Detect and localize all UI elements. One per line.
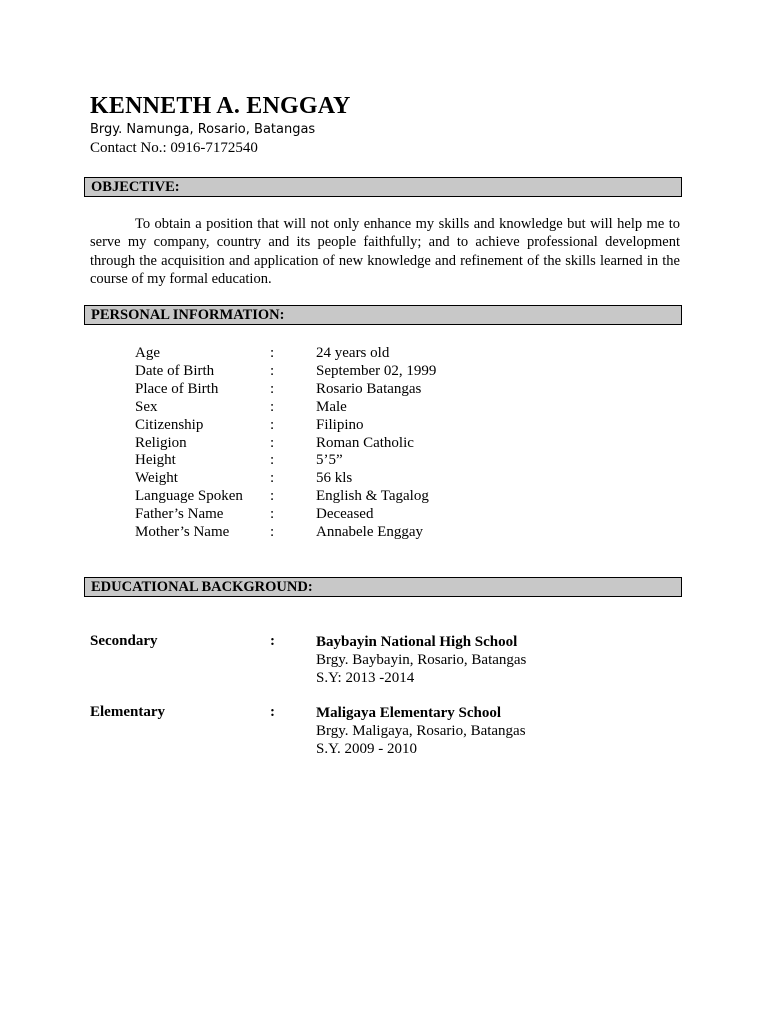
personal-info-label: Height: [135, 452, 176, 469]
personal-info-value: Rosario Batangas: [316, 380, 422, 397]
applicant-name: KENNETH A. ENGGAY: [90, 93, 351, 119]
education-school: Maligaya Elementary School: [316, 705, 501, 721]
contact-number: Contact No.: 0916-7172540: [90, 140, 258, 156]
education-address: Brgy. Maligaya, Rosario, Batangas: [316, 723, 526, 739]
personal-info-label: Father’s Name: [135, 506, 224, 523]
objective-paragraph: To obtain a position that will not only enhance my skills and knowledge but will help me to serve my company, country and its people faithfully; and to achieve professional development through the acquisition and application of new knowledge and refinement of the skills learned in the course of my formal education.: [90, 216, 680, 287]
personal-info-value: Roman Catholic: [316, 434, 414, 451]
education-year: S.Y: 2013 -2014: [316, 670, 415, 686]
separator-colon: :: [270, 470, 275, 487]
personal-info-heading: PERSONAL INFORMATION:: [84, 305, 682, 325]
separator-colon: :: [270, 704, 275, 720]
personal-info-value: 56 kls: [316, 470, 353, 487]
applicant-address: Brgy. Namunga, Rosario, Batangas: [90, 122, 316, 137]
personal-info-label: Date of Birth: [135, 362, 215, 379]
education-heading: EDUCATIONAL BACKGROUND:: [84, 577, 682, 597]
personal-info-label: Place of Birth: [135, 380, 219, 397]
education-details: [316, 633, 526, 687]
education-details: [316, 704, 526, 758]
separator-colon: :: [270, 506, 275, 523]
separator-colon: :: [270, 488, 275, 505]
education-address: Brgy. Baybayin, Rosario, Batangas: [316, 652, 527, 668]
education-school: Baybayin National High School: [316, 634, 518, 650]
personal-info-value: English & Tagalog: [316, 488, 429, 505]
personal-info-label: Religion: [135, 434, 187, 451]
objective-text: [90, 215, 680, 288]
personal-info-value: Filipino: [316, 416, 364, 433]
separator-colon: :: [270, 362, 275, 379]
separator-colon: :: [270, 380, 275, 397]
education-year: S.Y. 2009 - 2010: [316, 741, 417, 757]
objective-heading: OBJECTIVE:: [84, 177, 682, 197]
separator-colon: :: [270, 452, 275, 469]
personal-info-label: Language Spoken: [135, 488, 243, 505]
separator-colon: :: [270, 633, 275, 649]
separator-colon: :: [270, 416, 275, 433]
personal-info-value: Deceased: [316, 506, 374, 523]
personal-info-label: Sex: [135, 398, 158, 415]
separator-colon: :: [270, 434, 275, 451]
personal-info-value: 5’5”: [316, 452, 343, 469]
personal-info-label: Citizenship: [135, 416, 204, 433]
personal-info-label: Age: [135, 345, 160, 361]
personal-info-value: September 02, 1999: [316, 362, 437, 379]
personal-info-value: Annabele Enggay: [316, 524, 424, 540]
education-level: Secondary: [90, 633, 158, 649]
education-level: Elementary: [90, 704, 165, 720]
personal-info-label: Weight: [135, 470, 178, 487]
separator-colon: :: [270, 398, 275, 415]
separator-colon: :: [270, 345, 275, 361]
separator-colon: :: [270, 524, 275, 540]
personal-info-value: 24 years old: [316, 345, 390, 361]
personal-info-label: Mother’s Name: [135, 524, 230, 540]
personal-info-value: Male: [316, 398, 347, 415]
